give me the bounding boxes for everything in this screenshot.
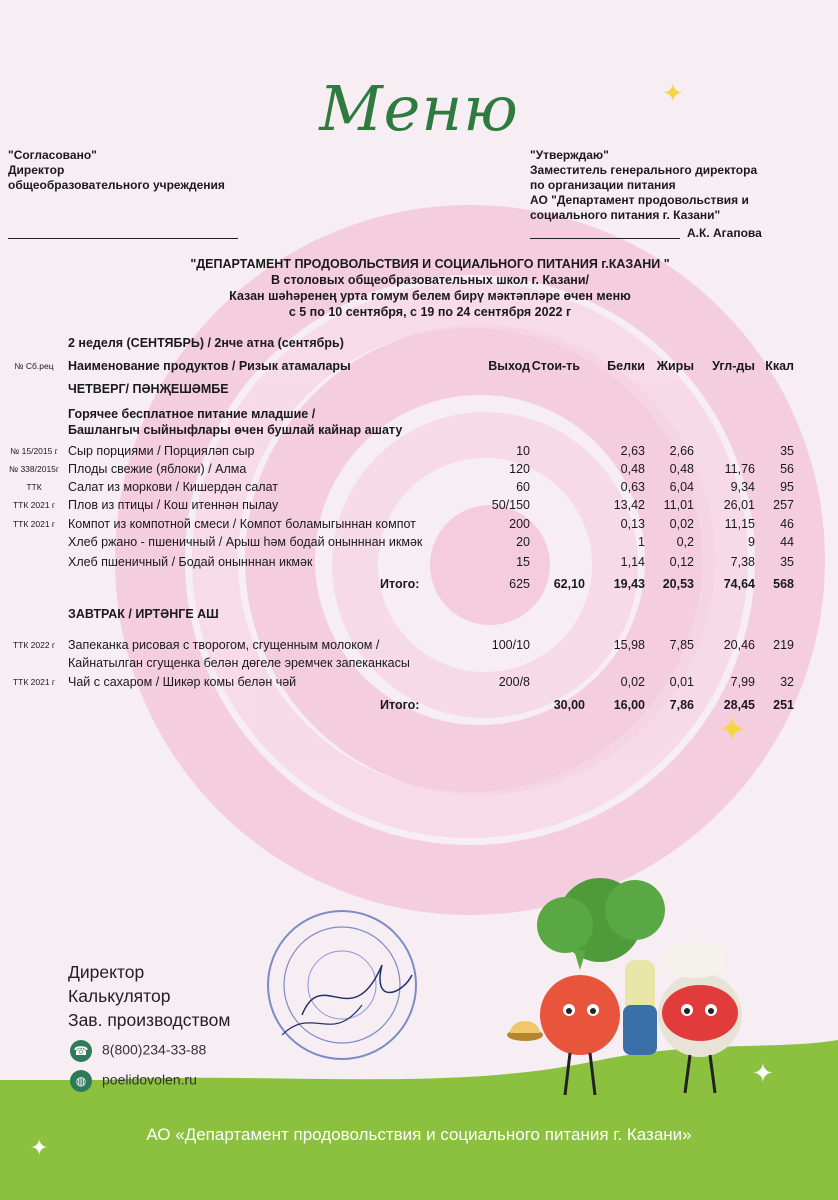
total-carb: 74,64: [723, 577, 755, 591]
row-prot: 0,13: [620, 517, 645, 531]
col-kcal: Ккал: [765, 359, 794, 373]
signature-line-left: [8, 238, 238, 239]
sparkle-icon: ✦: [718, 711, 747, 749]
row-prot: 13,42: [613, 498, 645, 512]
row-carb: 7,38: [730, 555, 755, 569]
row-carb: 11,76: [724, 462, 755, 476]
row-carb: 9,34: [730, 480, 755, 494]
row-name: Сыр порциями / Порцияләп сыр: [68, 444, 255, 458]
phone-number: 8(800)234-33-88: [102, 1041, 207, 1058]
section2-title-text: ЗАВТРАК / ИРТӘНГЕ АШ: [68, 607, 219, 621]
total-carb: 28,45: [723, 698, 755, 712]
sparkle-icon: ✦: [30, 1135, 49, 1160]
total-row: [0, 576, 838, 593]
row-prot: 0,63: [620, 480, 645, 494]
approve-role: Заместитель генерального директора: [530, 163, 758, 177]
row-carb: 20,46: [723, 638, 755, 652]
row-out: 200: [509, 517, 530, 531]
day-label: [0, 381, 838, 398]
approve-role-2: по организации питания: [530, 178, 676, 192]
total-fat: 20,53: [662, 577, 694, 591]
row-name: Салат из моркови / Кишердән салат: [68, 480, 279, 494]
total-prot: 19,43: [613, 577, 645, 591]
row-fat: 0,02: [669, 517, 694, 531]
row-prot: 1: [638, 535, 645, 549]
row-fat: 7,85: [669, 638, 694, 652]
table-row-continued: [0, 655, 838, 672]
day-text: ЧЕТВЕРГ/ ПӘНҖЕШӘМБЕ: [68, 382, 229, 396]
table-row: [0, 461, 838, 478]
table-row: [0, 443, 838, 460]
row-prot: 1,14: [620, 555, 645, 569]
table-header: [0, 358, 838, 375]
row-kcal: 35: [780, 444, 794, 458]
row-out: 10: [516, 444, 530, 458]
row-out: 15: [516, 555, 530, 569]
section1-title: [68, 406, 402, 438]
approval-role: Директор: [8, 163, 65, 177]
website-url: poelidovolen.ru: [102, 1071, 197, 1088]
total-out: 625: [509, 577, 530, 591]
row-carb: 7,99: [730, 675, 755, 689]
total-row: [0, 697, 838, 714]
total-cost: 62,10: [553, 577, 585, 591]
col-cost: Стои-ть: [531, 359, 580, 373]
row-name: Чай с сахаром / Шикәр комы белән чәй: [68, 675, 297, 689]
row-code: ТТК 2021 г: [12, 500, 56, 510]
approve-label: "Утверждаю": [530, 148, 609, 162]
row-out: 50/150: [491, 498, 530, 512]
row-out: 60: [516, 480, 530, 494]
phone-contact[interactable]: [70, 1040, 206, 1062]
approve-org: АО "Департамент продовольствия и: [530, 193, 749, 207]
row-fat: 0,01: [669, 675, 694, 689]
approval-label: "Согласовано": [8, 148, 97, 162]
row-name: Компот из компотной смеси / Компот боламыгыннан компот: [68, 517, 416, 531]
row-carb: 9: [748, 535, 755, 549]
week-label: 2 неделя (СЕНТЯБРЬ) / 2нче атна (сентябрь): [68, 336, 344, 350]
row-fat: 6,04: [669, 480, 694, 494]
section1-title-line2: Башлангыч сыйныфлары өчен бушлай кайнар ашату: [68, 423, 403, 437]
col-name: Наименование продуктов / Ризык атамалары: [68, 359, 351, 373]
table-row: [0, 674, 838, 691]
table-row: [0, 497, 838, 514]
table-row: [0, 479, 838, 496]
col-out: Выход: [488, 359, 530, 373]
table-row: [0, 534, 838, 551]
row-kcal: 44: [780, 535, 794, 549]
table-row: [0, 554, 838, 571]
table-row: [0, 516, 838, 533]
row-prot: 0,48: [620, 462, 645, 476]
col-prot: Белки: [607, 359, 645, 373]
row-kcal: 257: [773, 498, 794, 512]
total-fat: 7,86: [669, 698, 694, 712]
total-label: Итого:: [380, 698, 420, 712]
col-code: № Сб.рец: [14, 361, 54, 371]
row-prot: 15,98: [613, 638, 645, 652]
sparkle-icon: ✦: [752, 1058, 774, 1088]
row-prot: 2,63: [620, 444, 645, 458]
row-code: ТТК 2021 г: [12, 677, 56, 687]
row-out: 20: [516, 535, 530, 549]
schools-line-tatar: Казан шәһәренең урта гомум белем бирү мәктәпләре өчен меню: [229, 289, 631, 303]
col-fat: Жиры: [656, 359, 694, 373]
row-name: Запеканка рисовая с творогом, сгущенным молоком /: [68, 638, 380, 652]
row-fat: 0,48: [669, 462, 694, 476]
total-prot: 16,00: [613, 698, 645, 712]
row-name: Плоды свежие (яблоки) / Алма: [68, 462, 247, 476]
signature-line-right: [530, 238, 680, 239]
row-code: ТТК 2022 г: [12, 640, 56, 650]
row-fat: 2,66: [669, 444, 694, 458]
row-out: 120: [509, 462, 530, 476]
sparkle-icon: ✦: [662, 78, 684, 108]
row-fat: 0,12: [669, 555, 694, 569]
row-name: Плов из птицы / Кош итеннән пылау: [68, 498, 279, 512]
approval-org: общеобразовательного учреждения: [8, 178, 225, 192]
total-kcal: 251: [773, 698, 794, 712]
row-kcal: 219: [773, 638, 794, 652]
row-code: № 338/2015г: [8, 464, 60, 474]
row-kcal: 95: [780, 480, 794, 494]
sig-calculator: Калькулятор: [68, 986, 171, 1006]
date-range: с 5 по 10 сентября, с 19 по 24 сентября 2022 г: [288, 305, 572, 319]
row-carb: 26,01: [723, 498, 755, 512]
row-kcal: 35: [780, 555, 794, 569]
row-fat: 11,01: [663, 498, 694, 512]
official-stamp: [262, 905, 422, 1065]
row-name-line2: Кайнатылган сгущенка белән дөгеле эремчек запеканкасы: [68, 656, 410, 670]
footer-company: АО «Департамент продовольствия и социального питания г. Казани»: [146, 1125, 692, 1144]
approve-org-2: социального питания г. Казани": [530, 208, 721, 222]
signature-labels: [68, 960, 230, 1032]
row-fat: 0,2: [676, 535, 694, 549]
row-name: Хлеб пшеничный / Бодай онынннан икмәк: [68, 555, 313, 569]
total-label: Итого:: [380, 577, 420, 591]
sig-director: Директор: [68, 962, 145, 982]
row-kcal: 32: [780, 675, 794, 689]
website-contact[interactable]: [70, 1070, 197, 1092]
section1-title-line1: Горячее бесплатное питание младшие /: [68, 407, 316, 421]
vegetable-characters-illustration: [505, 865, 765, 1105]
approval-block-right: [530, 148, 757, 223]
sig-production: Зав. производством: [68, 1010, 231, 1030]
row-carb: 11,15: [724, 517, 755, 531]
approver-name: А.К. Агапова: [687, 226, 762, 240]
row-prot: 0,02: [620, 675, 645, 689]
schools-line: В столовых общеобразовательных школ г. Казани/: [271, 273, 589, 287]
department-heading: [120, 256, 740, 320]
row-out: 100/10: [491, 638, 530, 652]
table-row: [0, 637, 838, 654]
phone-icon: ☎: [70, 1040, 92, 1062]
department-title: "ДЕПАРТАМЕНТ ПРОДОВОЛЬСТВИЯ И СОЦИАЛЬНОГО ПИТАНИЯ г.КАЗАНИ ": [190, 257, 670, 271]
col-carb: Угл-ды: [712, 359, 755, 373]
row-kcal: 46: [780, 517, 794, 531]
row-code: ТТК: [26, 482, 42, 492]
row-code: ТТК 2021 г: [12, 519, 56, 529]
approval-block-left: [8, 148, 225, 193]
row-kcal: 56: [780, 462, 794, 476]
section2-title: [0, 606, 838, 623]
page-title: Меню: [319, 72, 519, 145]
row-code: № 15/2015 г: [10, 446, 58, 456]
row-out: 200/8: [498, 675, 530, 689]
total-cost: 30,00: [553, 698, 585, 712]
globe-icon: ◍: [70, 1070, 92, 1092]
total-kcal: 568: [773, 577, 794, 591]
row-name: Хлеб ржано - пшеничный / Арыш һәм бодай онынннан икмәк: [68, 535, 423, 549]
